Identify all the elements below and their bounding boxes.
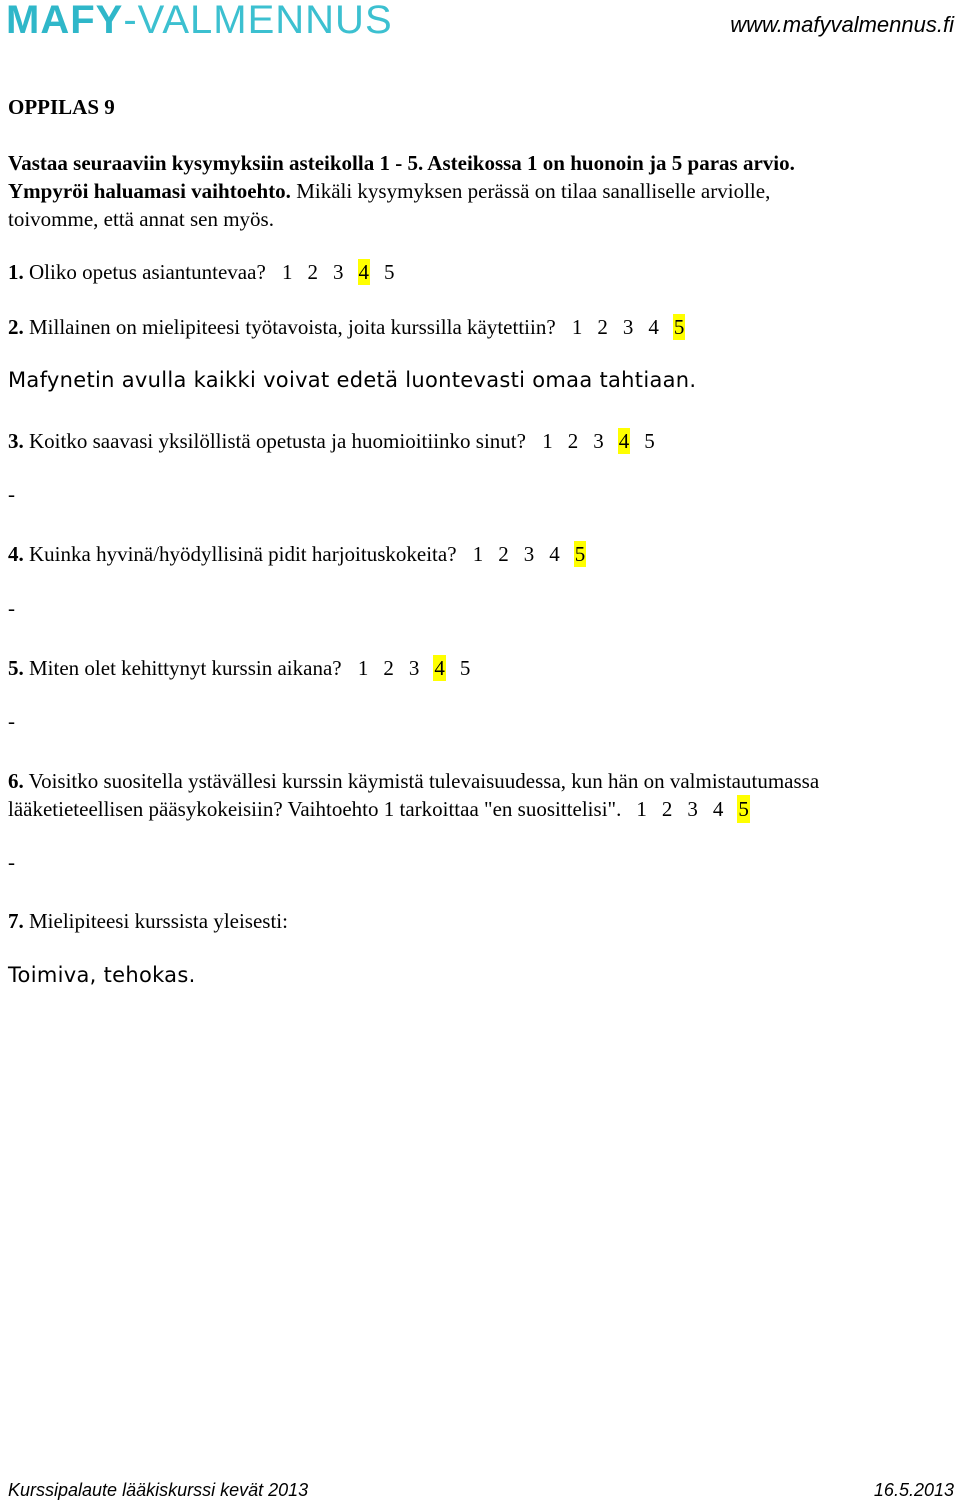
rating-option-5[interactable]: 5 [644,429,655,453]
rating-option-4[interactable]: 4 [618,429,630,453]
answer-5: - [8,709,15,733]
rating-option-1[interactable]: 1 [542,429,553,453]
rating-option-1[interactable]: 1 [472,542,484,566]
answer-6: - [8,850,15,874]
rating-option-1[interactable]: 1 [282,260,293,284]
rating-option-5[interactable]: 5 [384,260,395,284]
rating-option-3[interactable]: 3 [622,315,634,339]
mafy-valmennus-logo [6,0,393,42]
rating-scale [357,655,485,681]
question-2: 2. Millainen on mielipiteesi työtavoista, joita kurssilla käytettiin? 1 2 3 4 5 [8,314,698,340]
instructions-line-3: toivomme, että annat sen myös. [8,207,274,231]
rating-option-4[interactable]: 4 [434,656,445,680]
footer-date: 16.5.2013 [873,1480,954,1500]
rating-option-3[interactable]: 3 [593,429,604,453]
question-6-line-1: 6. Voisitko suositella ystävällesi kurssin käymistä tulevaisuudessa, kun hän on valmistautumassa [8,769,820,793]
rating-option-2[interactable]: 2 [383,656,394,680]
question-6 [8,767,952,823]
rating-option-2[interactable]: 2 [567,429,579,453]
answer-4: - [8,596,15,620]
rating-option-4[interactable]: 4 [712,797,724,821]
page-title: OPPILAS 9 [8,95,115,119]
instructions [8,149,948,233]
instructions-line-1: Vastaa seuraaviin kysymyksiin asteikolla 1 - 5. Asteikossa 1 on huonoin ja 5 paras arvio. [8,151,795,175]
logo-text-mafy: MAFY [6,0,124,42]
question-1: 1. Oliko opetus asiantuntevaa? 1 2 3 4 5 [8,259,409,285]
rating-option-5[interactable]: 5 [673,315,685,339]
rating-option-5[interactable]: 5 [459,656,471,680]
answer-3: - [8,482,15,506]
rating-scale [635,795,763,823]
rating-option-3[interactable]: 3 [523,542,535,566]
rating-option-2[interactable]: 2 [307,260,319,284]
rating-option-1[interactable]: 1 [636,797,647,821]
rating-option-4[interactable]: 4 [549,542,560,566]
question-4: 4. Kuinka hyvinä/hyödyllisinä pidit harjoituskokeita? 1 2 3 4 5 [8,541,599,567]
rating-scale [541,428,669,454]
question-5: 5. Miten olet kehittynyt kurssin aikana? 1 2 3 4 5 [8,655,484,681]
instructions-line-2: Ympyröi haluamasi vaihtoehto. Mikäli kysymyksen perässä on tilaa sanalliselle arviolle, [8,179,771,203]
rating-scale [281,259,409,285]
site-url[interactable]: www.mafyvalmennus.fi [730,12,954,37]
rating-option-3[interactable]: 3 [408,656,420,680]
answer-2: Mafynetin avulla kaikki voivat edetä luontevasti omaa tahtiaan. [8,368,697,392]
answer-7: Toimiva, tehokas. [8,963,196,987]
footer-course-name: Kurssipalaute lääkiskurssi kevät 2013 [8,1480,309,1500]
rating-option-1[interactable]: 1 [571,315,583,339]
rating-option-4[interactable]: 4 [648,315,659,339]
rating-option-5[interactable]: 5 [574,542,586,566]
question-6-line-2: lääketieteellisen pääsykokeisiin? Vaihtoehto 1 tarkoittaa "en suosittelisi". 1 2 3 4 5 [8,795,952,823]
rating-option-4[interactable]: 4 [358,260,370,284]
rating-scale [472,541,600,567]
rating-option-3[interactable]: 3 [687,797,698,821]
question-3: 3. Koitko saavasi yksilöllistä opetusta ja huomioitiinko sinut? 1 2 3 4 5 [8,428,669,454]
logo-text-valmennus: -VALMENNUS [123,0,393,42]
rating-option-3[interactable]: 3 [333,260,344,284]
rating-option-2[interactable]: 2 [597,315,608,339]
rating-option-1[interactable]: 1 [357,656,369,680]
rating-option-2[interactable]: 2 [661,797,673,821]
rating-scale [571,314,699,340]
question-7: 7. Mielipiteesi kurssista yleisesti: [8,909,288,933]
rating-option-5[interactable]: 5 [738,797,749,821]
rating-option-2[interactable]: 2 [498,542,509,566]
